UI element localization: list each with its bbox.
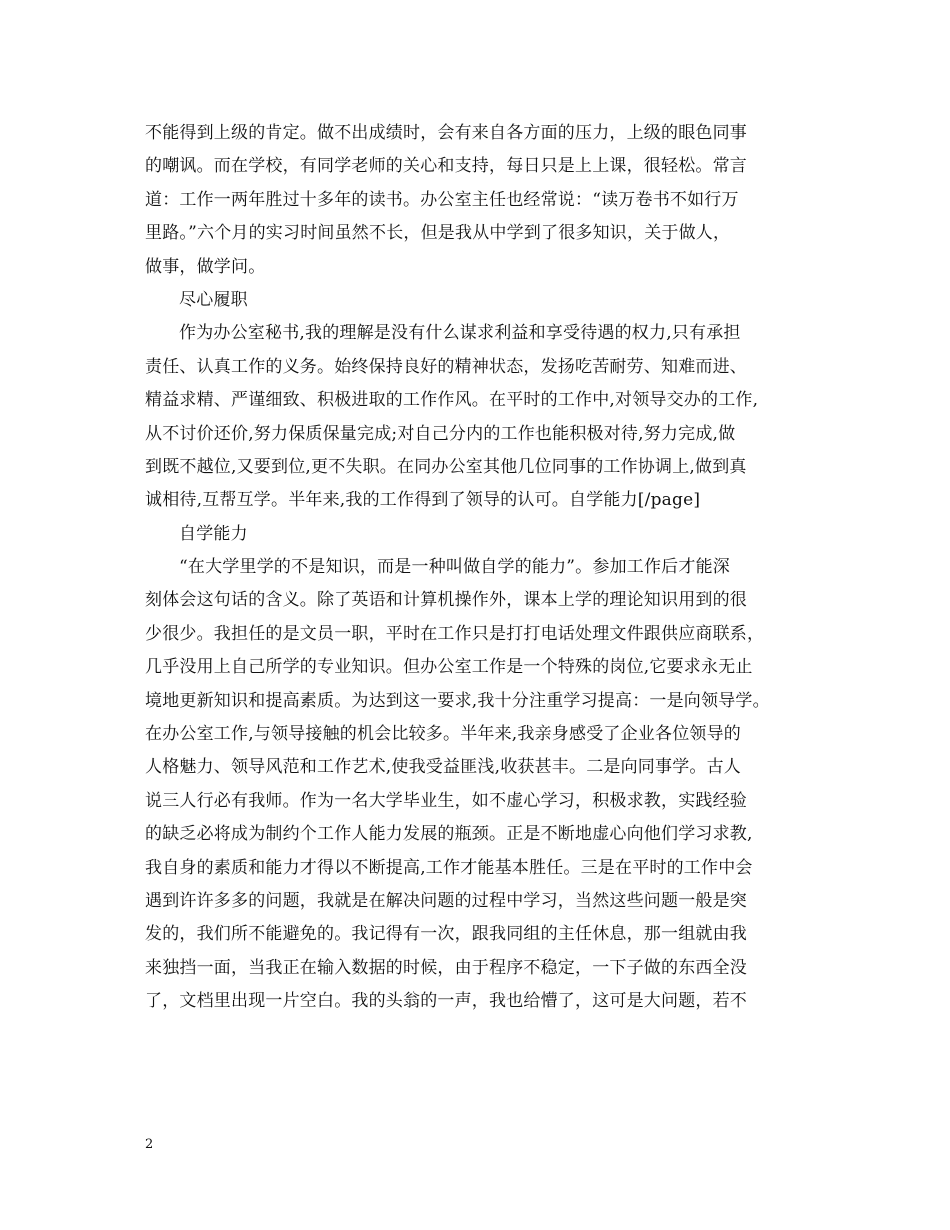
text-line: “在大学里学的不是知识，而是一种叫做自学的能力”。参加工作后才能深 bbox=[179, 557, 730, 578]
text-line: 从不讨价还价,努力保质保量完成;对自己分内的工作也能积极对待,努力完成,做 bbox=[145, 423, 736, 444]
text-line: 境地更新知识和提高素质。为达到这一要求,我十分注重学习提高：一是向领导学。 bbox=[145, 690, 770, 711]
text-line: 尽心履职 bbox=[179, 289, 248, 310]
text-line: 的缺乏必将成为制约个工作人能力发展的瓶颈。正是不断地虚心向他们学习求教, bbox=[145, 824, 753, 845]
text-line: 道：工作一两年胜过十多年的读书。办公室主任也经常说：“读万卷书不如行万 bbox=[145, 189, 739, 210]
text-line: 发的，我们所不能避免的。我记得有一次，跟我同组的主任休息，那一组就由我 bbox=[145, 924, 747, 945]
text-line: 作为办公室秘书,我的理解是没有什么谋求利益和享受待遇的权力,只有承担 bbox=[179, 323, 741, 344]
text-line: 精益求精、严谨细致、积极进取的工作作风。在平时的工作中,对领导交办的工作, bbox=[145, 390, 759, 411]
text-line: 不能得到上级的肯定。做不出成绩时，会有来自各方面的压力，上级的眼色同事 bbox=[145, 123, 747, 143]
document-body bbox=[145, 117, 825, 1019]
text-line: 刻体会这句话的含义。除了英语和计算机操作外，课本上学的理论知识用到的很 bbox=[145, 590, 747, 611]
text-line: 来独挡一面，当我正在输入数据的时候，由于程序不稳定，一下子做的东西全没 bbox=[145, 957, 747, 978]
text-line: 了，文档里出现一片空白。我的头翁的一声，我也给懵了，这可是大问题，若不 bbox=[145, 991, 747, 1012]
text-line: 诚相待,互帮互学。半年来,我的工作得到了领导的认可。自学能力[/page] bbox=[145, 490, 701, 511]
text-line: 我自身的素质和能力才得以不断提高,工作才能基本胜任。三是在平时的工作中会 bbox=[145, 857, 753, 878]
text-line: 责任、认真工作的义务。始终保持良好的精神状态，发扬吃苦耐劳、知难而进、 bbox=[145, 356, 747, 377]
text-line: 自学能力 bbox=[179, 523, 248, 544]
page-number: 2 bbox=[145, 1137, 154, 1152]
text-line: 做事，做学问。 bbox=[145, 256, 266, 277]
text-line: 人格魅力、领导风范和工作艺术,使我受益匪浅,收获甚丰。二是向同事学。古人 bbox=[145, 757, 742, 778]
text-line: 少很少。我担任的是文员一职，平时在工作只是打打电话处理文件跟供应商联系， bbox=[145, 623, 765, 644]
text-line: 几乎没用上自己所学的专业知识。但办公室工作是一个特殊的岗位,它要求永无止 bbox=[145, 657, 753, 678]
text-line: 在办公室工作,与领导接触的机会比较多。半年来,我亲身感受了企业各位领导的 bbox=[145, 724, 742, 745]
text-line: 里路。”六个月的实习时间虽然不长，但是我从中学到了很多知识，关于做人， bbox=[145, 223, 731, 244]
text-line: 到既不越位,又要到位,更不失职。在同办公室其他几位同事的工作协调上,做到真 bbox=[145, 456, 747, 477]
text-line: 说三人行必有我师。作为一名大学毕业生，如不虚心学习，积极求教，实践经验 bbox=[145, 790, 747, 811]
text-line: 遇到许许多多的问题，我就是在解决问题的过程中学习，当然这些问题一般是突 bbox=[145, 890, 747, 911]
text-line: 的嘲讽。而在学校，有同学老师的关心和支持，每日只是上上课，很轻松。常言 bbox=[145, 156, 747, 177]
